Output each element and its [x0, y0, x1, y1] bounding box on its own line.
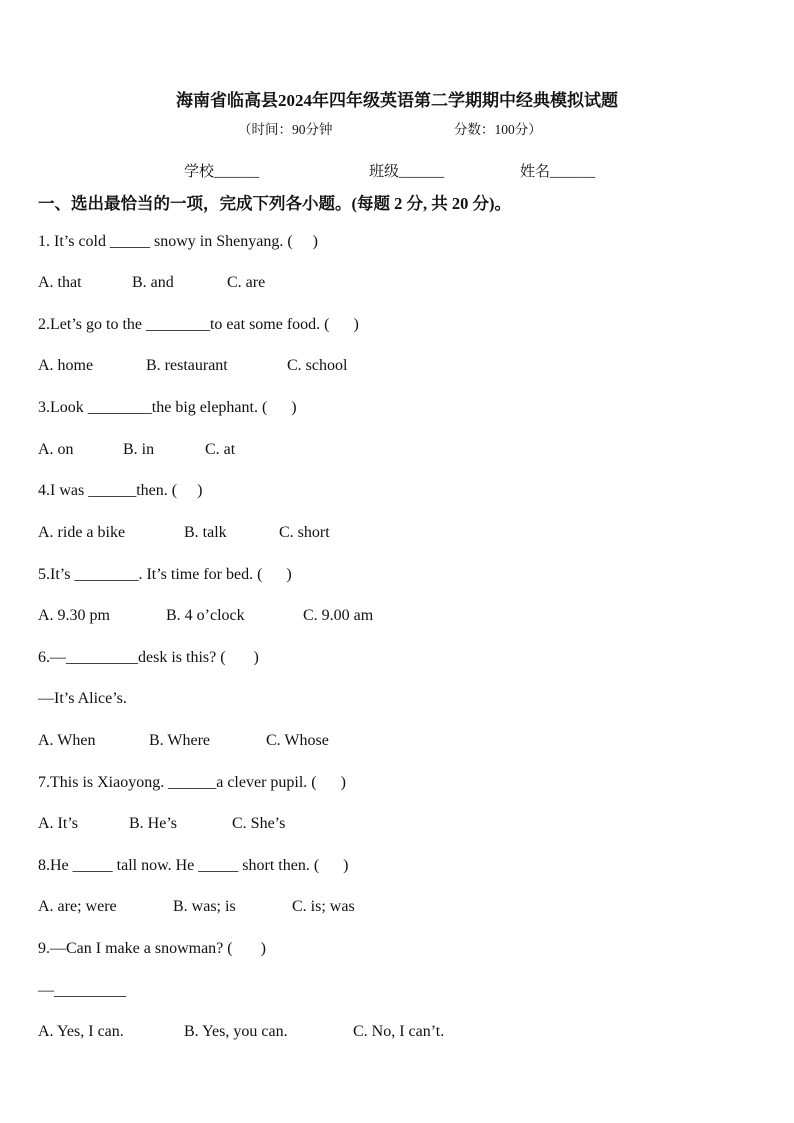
page-title: 海南省临高县2024年四年级英语第二学期期中经典模拟试题 — [176, 91, 618, 110]
question-2-stem: 2.Let’s go to the ________to eat some food. ( ) — [38, 316, 359, 333]
option-b: B. 4 o’clock — [166, 607, 245, 624]
option-c: C. No, I can’t. — [353, 1023, 445, 1040]
question-9-reply: —_________ — [38, 982, 126, 999]
option-c: C. She’s — [232, 815, 286, 832]
time-limit: （时间：90分钟 — [238, 122, 333, 137]
option-b: B. was; is — [173, 898, 236, 915]
option-c: C. school — [287, 357, 348, 374]
option-b: B. talk — [184, 524, 227, 541]
section-heading: 一、选出最恰当的一项，完成下列各小题。(每题 2 分, 共 20 分)。 — [38, 194, 511, 213]
question-7-stem: 7.This is Xiaoyong. ______a clever pupil. ( ) — [38, 774, 346, 791]
option-a: A. ride a bike — [38, 524, 126, 541]
option-c: C. Whose — [266, 732, 329, 749]
total-score: 分数：100分） — [454, 122, 542, 137]
option-b: B. in — [123, 441, 155, 458]
question-1-stem: 1. It’s cold _____ snowy in Shenyang. ( ) — [38, 233, 318, 250]
option-c: C. is; was — [292, 898, 355, 915]
option-b: B. restaurant — [146, 357, 228, 374]
question-9-stem: 9.—Can I make a snowman? ( ) — [38, 940, 266, 957]
question-5-stem: 5.It’s ________. It’s time for bed. ( ) — [38, 566, 292, 583]
option-a: A. are; were — [38, 898, 117, 915]
class-field: 班级______ — [369, 164, 445, 180]
name-field: 姓名______ — [520, 164, 596, 180]
option-c: C. 9.00 am — [303, 607, 374, 624]
option-a: A. that — [38, 274, 82, 291]
option-b: B. Yes, you can. — [184, 1023, 288, 1040]
option-a: A. on — [38, 441, 74, 458]
option-a: A. home — [38, 357, 94, 374]
question-6-stem: 6.—_________desk is this? ( ) — [38, 649, 259, 666]
option-a: A. It’s — [38, 815, 78, 832]
option-a: A. When — [38, 732, 96, 749]
question-6-reply: —It’s Alice’s. — [38, 690, 127, 707]
option-b: B. He’s — [129, 815, 177, 832]
option-a: A. Yes, I can. — [38, 1023, 124, 1040]
option-c: C. are — [227, 274, 266, 291]
question-4-stem: 4.I was ______then. ( ) — [38, 482, 203, 499]
option-b: B. Where — [149, 732, 211, 749]
option-c: C. at — [205, 441, 236, 458]
question-8-stem: 8.He _____ tall now. He _____ short then. ( ) — [38, 857, 349, 874]
question-3-stem: 3.Look ________the big elephant. ( ) — [38, 399, 297, 416]
option-c: C. short — [279, 524, 330, 541]
school-field: 学校______ — [184, 164, 260, 180]
option-b: B. and — [132, 274, 174, 291]
option-a: A. 9.30 pm — [38, 607, 110, 624]
